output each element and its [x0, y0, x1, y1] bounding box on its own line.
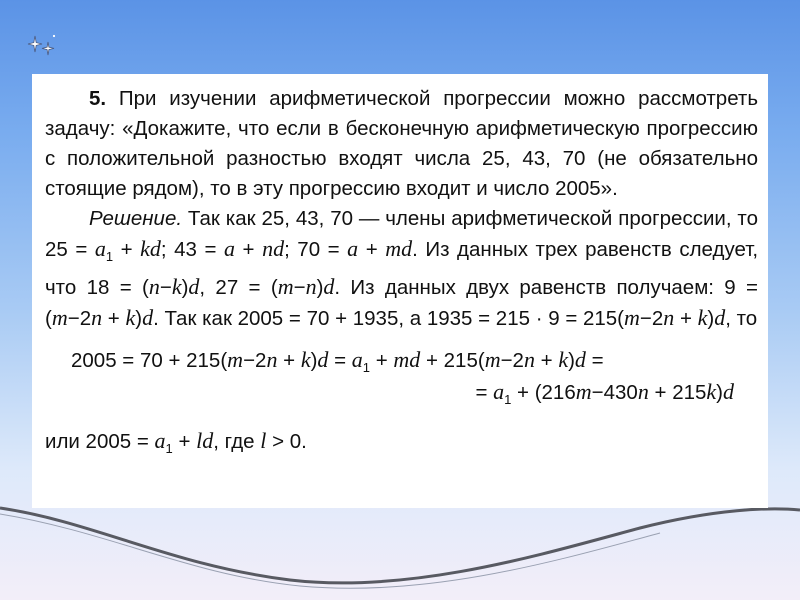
math-var: k — [697, 305, 708, 330]
conclusion-line — [45, 426, 758, 464]
solution-text: − — [159, 276, 172, 299]
math-var: k — [171, 274, 182, 299]
math-var: k — [558, 347, 569, 372]
math-var: k — [706, 379, 717, 404]
solution-paragraph — [45, 204, 758, 334]
formula-text: −430 — [591, 381, 638, 404]
formula-text: ) — [568, 349, 575, 372]
sparkle-icon — [26, 30, 66, 64]
decorative-wave-thin — [0, 514, 660, 588]
formula-text: = — [328, 349, 352, 372]
math-var: a — [493, 379, 505, 404]
solution-text: + — [235, 238, 263, 261]
math-subscript: 1 — [105, 249, 114, 264]
formula-text: = — [475, 381, 494, 404]
math-var: m — [385, 236, 402, 261]
solution-text: −2 — [639, 307, 664, 330]
formula-text: ) — [310, 349, 318, 372]
math-var: a — [351, 347, 363, 372]
solution-text: ) — [316, 276, 324, 299]
math-var: d — [188, 274, 200, 299]
math-var: m — [393, 347, 410, 372]
solution-text: + — [113, 238, 141, 261]
math-var: a — [224, 236, 236, 261]
formula-text: + 215( — [420, 349, 485, 372]
solution-text: . Из данных трех равенств следует, что 18 = ( — [45, 238, 759, 299]
math-subscript: 1 — [504, 392, 512, 407]
conclusion-text: + — [172, 430, 197, 453]
math-var: m — [575, 379, 592, 404]
math-var: m — [277, 274, 294, 299]
solution-text: −2 — [67, 307, 92, 330]
math-var: n — [262, 236, 274, 261]
solution-text: , 27 = ( — [199, 276, 278, 299]
problem-text: При изучении арифметической прогрессии можно рассмотреть задачу: «Докажите, что если в бесконечную арифметическую прогрессию с положительной разностью входят числа 25, 43, 70 (не обязательно стоящие рядом), то в эту прогрессию входит и число 2005». — [45, 87, 758, 200]
math-subscript: 1 — [362, 360, 371, 375]
math-var: m — [227, 347, 244, 372]
formula-text: + — [370, 349, 394, 372]
math-var: m — [51, 305, 68, 330]
math-var: d — [317, 347, 329, 372]
formula-text: + — [534, 349, 559, 372]
math-var: a — [94, 236, 106, 261]
formula-text: −2 — [243, 349, 267, 372]
math-var: n — [637, 379, 649, 404]
solution-text: ; 70 = — [284, 238, 348, 261]
conclusion-text: или 2005 = — [45, 430, 155, 453]
problem-number: 5. — [89, 87, 107, 110]
conclusion-text: > 0. — [266, 430, 307, 453]
solution-text: Так как 25, 43, 70 — члены арифметической прогрессии, то 25 = — [45, 207, 758, 261]
solution-label: Решение. — [89, 207, 183, 230]
solution-text: , то — [725, 307, 758, 330]
math-var: n — [91, 305, 103, 330]
conclusion-text: , где — [213, 430, 261, 453]
solution-text: ) — [135, 307, 143, 330]
math-var: d — [401, 236, 413, 261]
math-var: d — [409, 347, 421, 372]
formula-text: −2 — [500, 349, 524, 372]
solution-text: + — [674, 307, 698, 330]
document-card — [32, 74, 768, 508]
math-var: n — [148, 274, 160, 299]
math-var: n — [266, 347, 278, 372]
math-var: k — [125, 305, 136, 330]
solution-text: ) — [707, 307, 715, 330]
math-var: k — [300, 347, 311, 372]
math-var: d — [714, 305, 726, 330]
formula-text: + — [277, 349, 301, 372]
formula-line-2 — [475, 377, 734, 415]
solution-text: − — [293, 276, 306, 299]
math-var: k — [140, 236, 150, 261]
formula-text: + 215 — [648, 381, 707, 404]
formula-text: 2005 = 70 + 215( — [71, 349, 228, 372]
math-var: a — [347, 236, 359, 261]
solution-text: ; 43 = — [160, 238, 225, 261]
math-var: d — [142, 305, 154, 330]
math-var: l — [260, 428, 267, 453]
math-var: d — [323, 274, 335, 299]
math-var: a — [154, 428, 166, 453]
math-var: m — [484, 347, 501, 372]
math-var: d — [202, 428, 214, 453]
math-var: d — [149, 236, 161, 261]
math-var: d — [574, 347, 586, 372]
solution-text: + — [358, 238, 386, 261]
solution-text: ) — [181, 276, 189, 299]
problem-paragraph — [45, 84, 758, 204]
formula-text: = — [585, 349, 604, 372]
math-subscript: 1 — [165, 441, 173, 456]
decorative-wave — [0, 508, 800, 583]
math-var: n — [523, 347, 535, 372]
solution-text: . Из данных двух равенств получаем: 9 = ( — [45, 276, 759, 330]
math-var: m — [624, 305, 640, 330]
math-var: n — [663, 305, 675, 330]
solution-text: + — [102, 307, 126, 330]
formula-text: + (216 — [511, 381, 576, 404]
display-formula — [45, 341, 758, 423]
math-var: d — [273, 236, 285, 261]
solution-text: . Так как 2005 = 70 + 1935, а 1935 = 215 · 9 = 215( — [153, 307, 625, 330]
math-var: d — [723, 379, 734, 404]
formula-text: ) — [716, 381, 723, 404]
math-var: n — [305, 274, 317, 299]
math-var: l — [196, 428, 203, 453]
